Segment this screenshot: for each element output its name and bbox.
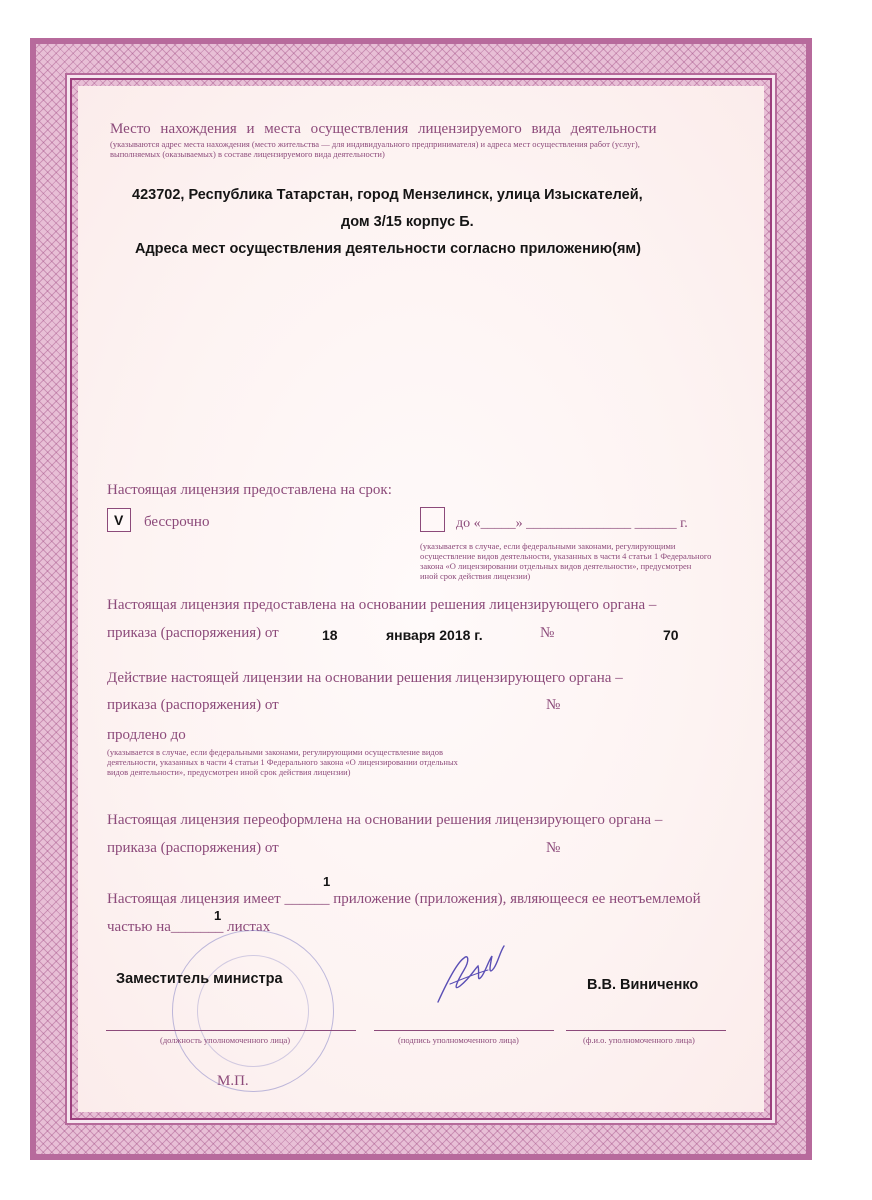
address-line-1: 423702, Республика Татарстан, город Мензелинск, улица Изыскателей, [132, 187, 643, 203]
signature-caption: (подпись уполномоченного лица) [398, 1035, 519, 1045]
attachments-sheets: 1 [214, 908, 222, 923]
handwritten-signature [430, 940, 510, 1010]
attachments-line-1: Настоящая лицензия имеет ______ приложение (приложения), являющееся ее неотъемлемой [107, 891, 701, 907]
unlimited-label: бессрочно [144, 514, 210, 530]
name-underline [566, 1030, 726, 1031]
term-hint-3: закона «О лицензировании отдельных видов деятельности», предусмотрен [420, 561, 692, 571]
signatory-name: В.В. Виниченко [587, 977, 699, 993]
unlimited-checkbox[interactable] [107, 508, 131, 532]
checkbox-check-mark: V [114, 512, 124, 528]
extension-order-label: приказа (распоряжения) от [107, 697, 279, 713]
extension-line: Действие настоящей лицензии на основании решения лицензирующего органа – [107, 670, 623, 686]
location-hint-2: выполняемых (оказываемых) в составе лицензируемого вида деятельности) [110, 149, 385, 159]
term-hint-2: осуществление видов деятельности, указанных в части 4 статьи 1 Федерального [420, 551, 712, 561]
basis-number-sign: № [540, 625, 555, 641]
term-hint-1: (указывается в случае, если федеральными законами, регулирующими [420, 541, 676, 551]
extension-hint-2: деятельности, указанных в части 4 статьи 1 Федерального закона «О лицензировании отдельных [107, 757, 458, 767]
position-underline [106, 1030, 356, 1031]
signature-underline [374, 1030, 554, 1031]
extended-until-label: продлено до [107, 727, 186, 743]
reissue-line: Настоящая лицензия переоформлена на основании решения лицензирующего органа – [107, 812, 663, 828]
basis-order-label: приказа (распоряжения) от [107, 625, 279, 641]
until-checkbox[interactable] [420, 507, 445, 532]
name-caption: (ф.и.о. уполномоченного лица) [583, 1035, 695, 1045]
official-seal [172, 930, 334, 1092]
term-hint-4: иной срок действия лицензии) [420, 571, 531, 581]
attachments-line-2: частью на_______ листах [107, 919, 271, 935]
term-title: Настоящая лицензия предоставлена на срок: [107, 482, 392, 498]
address-line-2: дом 3/15 корпус Б. [341, 214, 474, 230]
extension-number-sign: № [546, 697, 561, 713]
reissue-number-sign: № [546, 840, 561, 856]
basis-number: 70 [663, 627, 679, 643]
extension-hint-3: видов деятельности», предусмотрен иной срок действия лицензии) [107, 767, 351, 777]
seal-label: М.П. [217, 1073, 249, 1089]
location-title: Место нахождения и места осуществления лицензируемого вида деятельности [110, 121, 657, 137]
basis-line: Настоящая лицензия предоставлена на основании решения лицензирующего органа – [107, 597, 657, 613]
address-line-3: Адреса мест осуществления деятельности согласно приложению(ям) [135, 241, 641, 257]
position-caption: (должность уполномоченного лица) [160, 1035, 291, 1045]
until-label: до «_____» _______________ ______ г. [456, 516, 688, 531]
location-hint-1: (указываются адрес места нахождения (место жительства — для индивидуального предпринимателя) и адреса мест осуществления работ (услуг), [110, 139, 640, 149]
extension-hint-1: (указывается в случае, если федеральными законами, регулирующими осуществление видов [107, 747, 444, 757]
basis-month-year: января 2018 г. [386, 627, 483, 643]
attachments-count: 1 [323, 874, 331, 889]
reissue-order-label: приказа (распоряжения) от [107, 840, 279, 856]
signatory-position: Заместитель министра [116, 971, 283, 987]
basis-day: 18 [322, 627, 338, 643]
